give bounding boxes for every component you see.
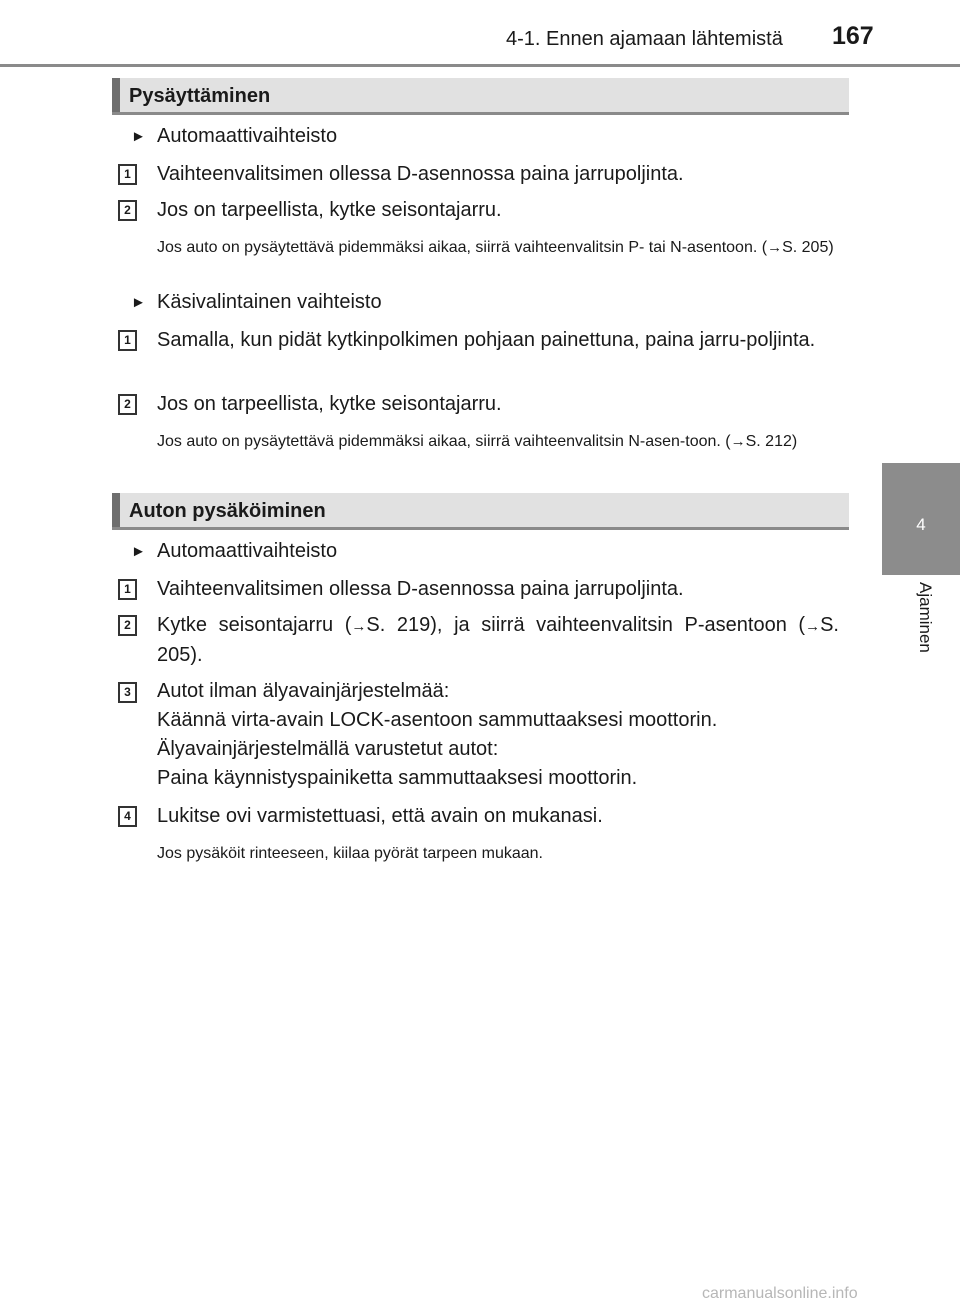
step-line: Paina käynnistyspainiketta sammuttaaksesi moottorin.: [157, 767, 638, 789]
section-title: Auton pysäköiminen: [129, 500, 326, 522]
section-title: Pysäyttäminen: [129, 85, 271, 107]
subheading-label: Automaattivaihteisto: [157, 540, 338, 562]
step-text: Vaihteenvalitsimen ollessa D-asennossa paina jarrupoljinta.: [157, 578, 684, 600]
bullet-arrow-icon: ►: [131, 543, 146, 560]
chapter-section-title: 4-1. Ennen ajamaan lähtemistä: [506, 28, 783, 50]
step-number-badge: 1: [118, 579, 137, 600]
note-text: Jos auto on pysäytettävä pidemmäksi aikaa, siirrä vaihteenvalitsin P- tai N-asentoon. (→S. 205): [157, 239, 834, 256]
watermark: carmanualsonline.info: [702, 1285, 858, 1302]
subheading-automatic: [131, 124, 337, 149]
header-divider: [0, 64, 960, 67]
subheading-automatic: [131, 539, 337, 564]
step-line: Autot ilman älyavainjärjestelmää:: [157, 680, 450, 702]
section-header-stopping: [112, 78, 849, 115]
step-text: Kytke seisontajarru (→S. 219), ja siirrä vaihteenvalitsin P-asentoon (→S. 205).: [157, 614, 839, 666]
step-number-badge: 2: [118, 200, 137, 221]
reference-arrow-icon: →: [730, 433, 746, 450]
step-text: Jos on tarpeellista, kytke seisontajarru.: [157, 199, 502, 221]
step-text: Lukitse ovi varmistettuasi, että avain on mukanasi.: [157, 805, 603, 827]
step-text: Vaihteenvalitsimen ollessa D-asennossa paina jarrupoljinta.: [157, 163, 684, 185]
step-number-badge: 1: [118, 330, 137, 351]
step-number-badge: 2: [118, 394, 137, 415]
step-line: Käännä virta-avain LOCK-asentoon sammuttaaksesi moottorin.: [157, 709, 718, 731]
step-number-badge: 1: [118, 164, 137, 185]
page-reference: S. 205): [782, 239, 834, 256]
subheading-manual: [131, 290, 382, 315]
step-text-multiline: [157, 677, 839, 793]
page-reference: S. 212): [745, 433, 798, 450]
step-line: Älyavainjärjestelmällä varustetut autot:: [157, 738, 499, 760]
reference-arrow-icon: →: [351, 618, 367, 635]
chapter-number: 4: [916, 515, 926, 534]
step-text: Jos on tarpeellista, kytke seisontajarru.: [157, 393, 502, 415]
bullet-arrow-icon: ►: [131, 294, 146, 311]
chapter-tab: [882, 463, 960, 575]
step-number-badge: 2: [118, 615, 137, 636]
page-number: 167: [832, 22, 874, 50]
subheading-label: Käsivalintainen vaihteisto: [157, 291, 382, 313]
bullet-arrow-icon: ►: [131, 128, 146, 145]
step-number-badge: 4: [118, 806, 137, 827]
section-header-parking: [112, 493, 849, 530]
chapter-name: Ajaminen: [916, 582, 935, 653]
note-text: Jos pysäköit rinteeseen, kiilaa pyörät tarpeen mukaan.: [157, 845, 543, 862]
subheading-label: Automaattivaihteisto: [157, 125, 338, 147]
note-text: Jos auto on pysäytettävä pidemmäksi aikaa, siirrä vaihteenvalitsin N-asen-toon. (→S. 212): [157, 433, 798, 450]
step-text: Samalla, kun pidät kytkinpolkimen pohjaan painettuna, paina jarru-poljinta.: [157, 329, 816, 351]
reference-arrow-icon: →: [767, 239, 783, 256]
reference-arrow-icon: →: [805, 618, 821, 635]
step-number-badge: 3: [118, 682, 137, 703]
